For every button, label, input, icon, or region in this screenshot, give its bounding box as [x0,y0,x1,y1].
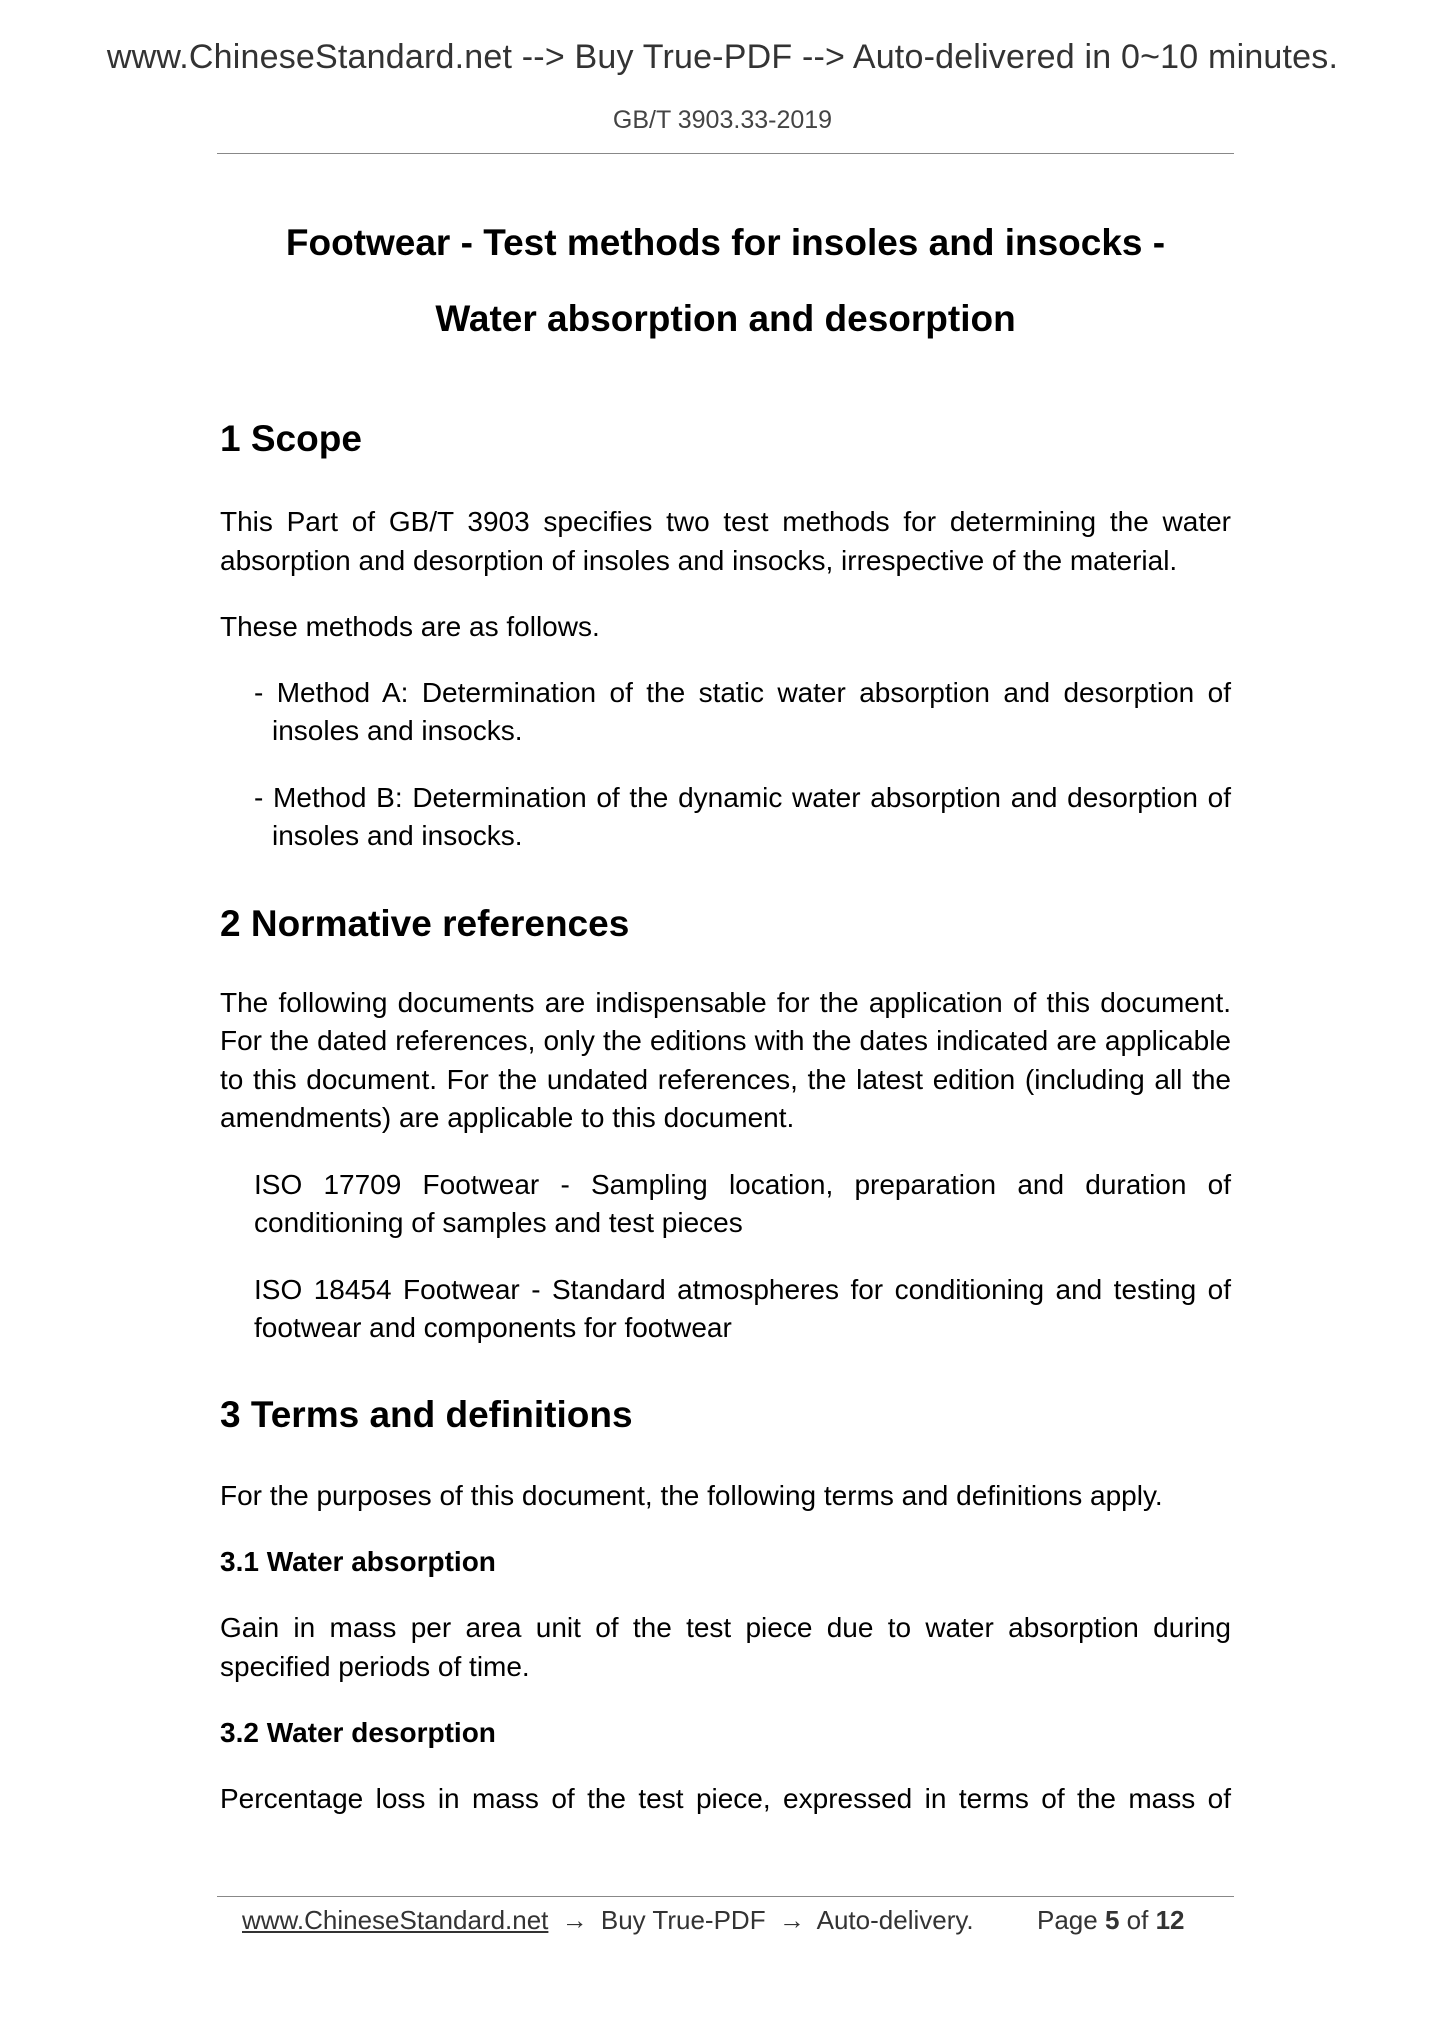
footer-buy-text: Buy True-PDF [600,1905,766,1935]
term-body-water-absorption: Gain in mass per area unit of the test piece due to water absorption during specified periods of time. [220,1612,1231,1682]
term-body-water-desorption: Percentage loss in mass of the test piece, expressed in terms of the mass of [220,1783,1231,1814]
scope-paragraph-1: This Part of GB/T 3903 specifies two test methods for determining the water absorption and desorption of insoles and insocks, irrespective of the material. [220,506,1231,576]
footer-delivery-text: Auto-delivery. [816,1905,974,1935]
section-heading-scope: 1 Scope [220,418,362,459]
list-item-method-a: - Method A: Determination of the static water absorption and desorption of insoles and insocks. [254,676,1231,746]
page-current: 5 [1104,1905,1120,1935]
arrow-right-icon: → [561,1905,588,1935]
footer-divider [217,1896,1234,1897]
title-line-2: Water absorption and desorption [435,298,1016,339]
term-heading-water-absorption: 3.1 Water absorption [220,1546,496,1577]
page-label: Page [1037,1905,1098,1935]
references-paragraph: The following documents are indispensable for the application of this document. For the dated references, only the editions with the dates indicated are applicable to this document. For the undated references, the latest edition (including all the amendments) are applicable to this document. [220,986,1231,1133]
header-divider [217,153,1234,154]
document-title [220,205,1231,357]
term-heading-water-desorption: 3.2 Water desorption [220,1717,496,1748]
page-indicator [1037,1902,1185,1938]
of-label: of [1126,1905,1149,1935]
title-line-1: Footwear - Test methods for insoles and insocks - [285,222,1166,263]
document-number: GB/T 3903.33-2019 [612,106,833,134]
arrow-right-icon: → [778,1905,805,1935]
footer [242,1902,1212,1938]
reference-iso-18454: ISO 18454 Footwear - Standard atmospheres for conditioning and testing of footwear and components for footwear [254,1273,1231,1343]
footer-site-link[interactable]: www.ChineseStandard.net [242,1905,549,1935]
section-heading-terms: 3 Terms and definitions [220,1393,633,1435]
terms-paragraph: For the purposes of this document, the following terms and definitions apply. [220,1479,1163,1511]
reference-iso-17709: ISO 17709 Footwear - Sampling location, preparation and duration of conditioning of samples and test pieces [254,1168,1231,1238]
page-total: 12 [1155,1905,1185,1935]
header-banner: www.ChineseStandard.net --> Buy True-PDF --> Auto-delivered in 0~10 minutes. [106,38,1339,76]
section-heading-references: 2 Normative references [220,902,630,944]
scope-paragraph-2: These methods are as follows. [220,611,600,642]
list-item-method-b: - Method B: Determination of the dynamic water absorption and desorption of insoles and insocks. [254,781,1231,851]
page-content [220,205,1231,1819]
